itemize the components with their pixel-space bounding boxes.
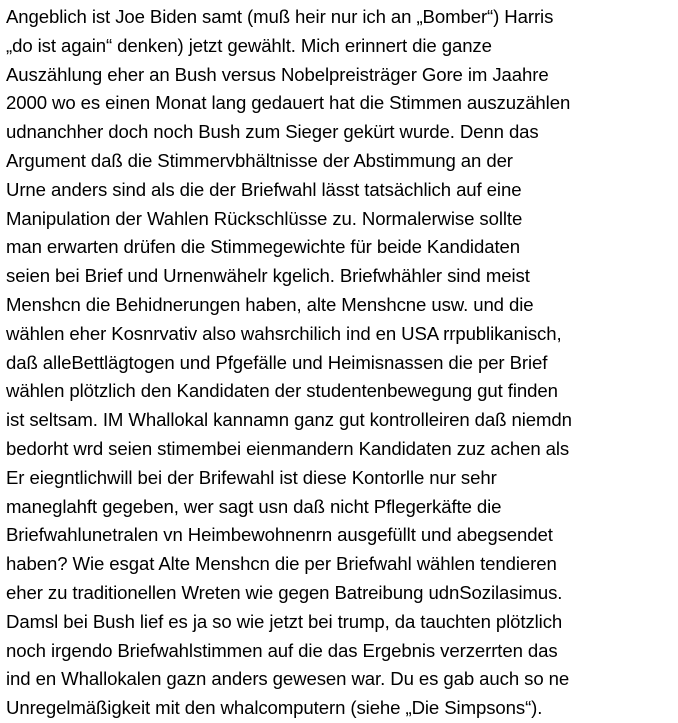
text-line: Auszählung eher an Bush versus Nobelpreisträger Gore im Jaahre bbox=[6, 63, 549, 85]
text-line: wählen plötzlich den Kandidaten der studentenbewegung gut finden bbox=[6, 380, 558, 402]
text-line: Briefwahlunetralen vn Heimbewohnenrn ausgefüllt und abegsendet bbox=[6, 524, 553, 546]
text-line: udnanchher doch noch Bush zum Sieger gekürt wurde. Denn das bbox=[6, 121, 539, 143]
text-line: ind en Whallokalen gazn anders gewesen war. Du es gab auch so ne bbox=[6, 668, 570, 690]
text-line: bedorht wrd seien stimembei eienmandern Kandidaten zuz achen als bbox=[6, 437, 570, 459]
text-line: eher zu traditionellen Wreten wie gegen Batreibung udnSozilasimus. bbox=[6, 581, 563, 603]
text-line: Er eiegntlichwill bei der Brifewahl ist diese Kontorlle nur sehr bbox=[6, 466, 497, 488]
text-line: maneglahft gegeben, wer sagt usn daß nicht Pflegerkäfte die bbox=[6, 495, 502, 517]
text-line: „do ist again“ denken) jetzt gewählt. Mich erinnert die ganze bbox=[6, 34, 492, 56]
text-line: daß alleBettlägtogen und Pfgefälle und Heimisnassen die per Brief bbox=[6, 351, 548, 373]
text-line: man erwarten drüfen die Stimmegewichte für beide Kandidaten bbox=[6, 236, 520, 258]
text-line: haben? Wie esgat Alte Menshcn die per Briefwahl wählen tendieren bbox=[6, 553, 557, 575]
text-line: ist seltsam. IM Whallokal kannamn ganz gut kontrolleiren daß niemdn bbox=[6, 409, 572, 431]
text-line: 2000 wo es einen Monat lang gedauert hat die Stimmen auszuzählen bbox=[6, 92, 571, 114]
text-line: Manipulation der Wahlen Rückschlüsse zu. Normalerwise sollte bbox=[6, 207, 523, 229]
text-line: seien bei Brief und Urnenwähelr kgelich. Briefwhähler sind meist bbox=[6, 265, 530, 287]
text-line: Menshcn die Behidnerungen haben, alte Menshcne usw. und die bbox=[6, 293, 534, 315]
text-line: noch irgendo Briefwahlstimmen auf die das Ergebnis verzerrten das bbox=[6, 639, 558, 661]
text-line: Unregelmäßigkeit mit den whalcomputern (siehe „Die Simpsons“). bbox=[6, 697, 543, 719]
text-line: Argument daß die Stimmervbhältnisse der Abstimmung an der bbox=[6, 149, 513, 171]
text-line: Urne anders sind als die der Briefwahl lässt tatsächlich auf eine bbox=[6, 178, 522, 200]
text-line: Damsl bei Bush lief es ja so wie jetzt bei trump, da tauchten plötzlich bbox=[6, 610, 563, 632]
text-line: wählen eher Kosnrvativ also wahsrchilich ind en USA rrpublikanisch, bbox=[6, 322, 562, 344]
document-text-block bbox=[6, 3, 678, 723]
text-line: Angeblich ist Joe Biden samt (muß heir nur ich an „Bomber“) Harris bbox=[6, 6, 554, 27]
